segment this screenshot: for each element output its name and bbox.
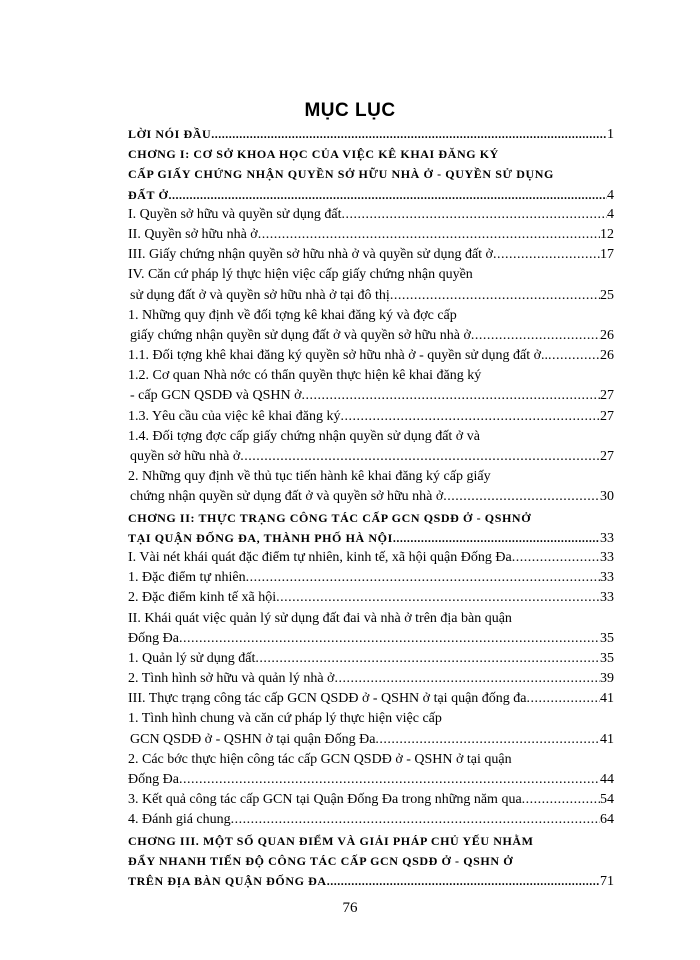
toc-entry-text: chứng nhận quyền sử dụng đất ở và quyền sở hữu nhà ở — [130, 489, 444, 505]
dot-leader — [179, 770, 600, 790]
toc-entry-text: 1.3. Yêu cầu của việc kê khai đăng ký — [128, 408, 341, 424]
dot-leader — [342, 205, 608, 225]
dot-leader — [302, 386, 601, 406]
toc-entry-page: 1 — [607, 127, 614, 142]
toc-entry — [128, 386, 614, 406]
toc-entry-text: Đống Đa — [128, 630, 179, 646]
toc-entry-text: CHƠNG III. MỘT SỐ QUAN ĐIỂM VÀ GIẢI PHÁP CHỦ YẾU NHẰM — [128, 833, 534, 848]
toc-entry-page: 26 — [600, 348, 614, 364]
toc-entry-page: 27 — [600, 449, 614, 464]
toc-entry-text: 1. Tình hình chung và căn cứ pháp lý thực hiện việc cấp — [128, 711, 442, 727]
toc-entry — [128, 810, 614, 830]
dot-leader — [341, 407, 600, 427]
dot-leader — [375, 730, 600, 750]
toc-entry — [128, 871, 614, 891]
toc-entry — [128, 770, 614, 790]
dot-leader — [512, 548, 600, 568]
toc-entry-text: - cấp GCN QSDĐ và QSHN ở — [130, 388, 302, 404]
dot-leader — [231, 810, 600, 830]
toc-entry — [128, 225, 614, 245]
toc-entry-text: CHƠNG I: CƠ SỞ KHOA HỌC CỦA VIỆC KÊ KHAI ĐĂNG KÝ — [128, 147, 499, 162]
toc-entry-text: 1.4. Đối tợng đợc cấp giấy chứng nhận quyền sử dụng đất ở và — [128, 428, 480, 444]
toc-entry — [128, 851, 614, 871]
dot-leader — [211, 124, 607, 144]
toc-entry — [128, 467, 614, 487]
toc-entry-page: 64 — [600, 812, 614, 828]
toc-entry-page: 17 — [600, 247, 614, 263]
toc-entry-text: 1.1. Đối tợng khê khai đăng ký quyền sở hữu nhà ở - quyền sử dụng đất ở.. — [128, 348, 549, 364]
toc-entry-text: II. Quyền sở hữu nhà ở — [128, 226, 258, 242]
toc-entry-text: 2. Đặc điểm kinh tế xã hội — [128, 590, 277, 606]
toc-entry-page: 41 — [600, 731, 614, 747]
toc-entry-text: III. Thực trạng công tác cấp GCN QSDĐ ở - QSHN ở tại quận đống đa — [128, 691, 527, 707]
dot-leader — [390, 286, 600, 306]
toc-entry-text: 2. Tình hình sở hữu và quản lý nhà ở — [128, 671, 335, 687]
toc-entry — [128, 629, 614, 649]
toc-entry-text: 1. Những quy định về đối tợng kê khai đăng ký và đợc cấp — [128, 307, 457, 323]
toc-entry-page: 27 — [600, 388, 614, 404]
toc-entry-text: I. Vài nét khái quát đặc điểm tự nhiên, kinh tế, xã hội quận Đống Đa — [128, 549, 512, 565]
dot-leader — [548, 346, 600, 366]
toc-entry-text: TẠI QUẬN ĐỐNG ĐA, THÀNH PHỐ HÀ NỘI — [128, 530, 393, 545]
toc-entry-page: 44 — [600, 772, 614, 787]
toc-entry — [128, 548, 614, 568]
dot-leader — [393, 528, 600, 548]
toc-entry — [128, 265, 614, 285]
toc-entry-text: CHƠNG II: THỰC TRẠNG CÔNG TÁC CẤP GCN QSDĐ Ở - QSHNỞ — [128, 510, 532, 525]
toc-entry — [128, 528, 614, 548]
toc-entry-page: 12 — [600, 226, 614, 242]
toc-entry-text: GCN QSDĐ ở - QSHN ở tại quận Đống Đa — [130, 731, 376, 747]
toc-entry-page: 30 — [600, 489, 614, 505]
dot-leader — [493, 245, 600, 265]
toc-entry-page: 33 — [600, 570, 614, 586]
toc-entry — [128, 346, 614, 366]
toc-entry-text: 1. Đặc điểm tự nhiên — [128, 570, 246, 586]
toc-entry-text: giấy chứng nhận quyền sử dụng đất ở và quyền sở hữu nhà ở — [130, 327, 471, 343]
toc-entry — [128, 124, 614, 144]
toc-entry — [128, 790, 614, 810]
toc-entry-text: IV. Căn cứ pháp lý thực hiện việc cấp giấy chứng nhận quyền — [128, 267, 473, 283]
toc-entry-page: 35 — [600, 630, 614, 646]
toc-entry — [128, 508, 614, 528]
toc-entry-text: III. Giấy chứng nhận quyền sở hữu nhà ở và quyền sử dụng đất ở — [128, 247, 493, 263]
toc-entry — [128, 144, 614, 164]
toc-entry-page: 33 — [600, 530, 614, 546]
dot-leader — [179, 629, 600, 649]
toc-entry-page: 35 — [600, 650, 614, 666]
toc-entry-page: 4 — [607, 206, 614, 222]
toc-entry-text: II. Khái quát việc quản lý sử dụng đất đai và nhà ở trên địa bàn quận — [128, 610, 512, 626]
toc-entry-page: 27 — [600, 408, 614, 424]
dot-leader — [276, 588, 600, 608]
toc-entry — [128, 831, 614, 851]
dot-leader — [334, 669, 600, 689]
toc-entry-page: 71 — [600, 873, 614, 889]
toc-entry — [128, 447, 614, 467]
toc-entry — [128, 669, 614, 689]
toc-entry-text: quyền sở hữu nhà ở — [130, 449, 241, 464]
dot-leader — [522, 790, 600, 810]
toc-entry — [128, 427, 614, 447]
toc-entry — [128, 164, 614, 184]
toc-entry-text: I. Quyền sở hữu và quyền sử dụng đất — [128, 206, 342, 222]
toc-entry — [128, 185, 614, 205]
toc-entry-text: ĐẨY NHANH TIẾN ĐỘ CÔNG TÁC CẤP GCN QSDĐ Ở - QSHN Ở — [128, 853, 514, 868]
toc-entry-text: CẤP GIẤY CHỨNG NHẬN QUYỀN SỞ HỮU NHÀ Ở - QUYỀN SỬ DỤNG — [128, 167, 554, 182]
toc-entry — [128, 588, 614, 608]
toc-title: MỤC LỤC — [304, 100, 396, 121]
toc-entry — [128, 366, 614, 386]
dot-leader — [327, 871, 600, 891]
toc-entry-text: TRÊN ĐỊA BÀN QUẬN ĐỐNG ĐA — [128, 873, 327, 888]
dot-leader — [527, 689, 601, 709]
toc-entry-text: 3. Kết quả công tác cấp GCN tại Quận Đống Đa trong những năm qua — [128, 792, 522, 808]
toc-entry-text: 2. Các bớc thực hiện công tác cấp GCN QSDĐ ở - QSHN ở tại quận — [128, 751, 512, 767]
toc-entry-text: ĐẤT Ở — [128, 187, 169, 202]
toc-entry-page: 33 — [600, 549, 614, 565]
toc-entry-text: 2. Những quy định về thủ tục tiến hành kê khai đăng ký cấp giấy — [128, 469, 491, 485]
toc-entry — [128, 286, 614, 306]
toc-entry — [128, 689, 614, 709]
toc-entry — [128, 568, 614, 588]
dot-leader — [255, 649, 600, 669]
toc-entry — [128, 326, 614, 346]
toc-entry-text: sử dụng đất ở và quyền sở hữu nhà ở tại đô thị — [130, 287, 390, 303]
toc-entry — [128, 205, 614, 225]
toc-entry-text: 1. Quản lý sử dụng đất — [128, 650, 256, 666]
dot-leader — [240, 447, 600, 467]
page-number: 76 — [342, 900, 358, 916]
table-of-contents — [128, 124, 614, 891]
toc-entry — [128, 649, 614, 669]
toc-entry-page: 54 — [600, 792, 614, 808]
toc-entry — [128, 487, 614, 507]
toc-entry — [128, 750, 614, 770]
toc-entry — [128, 609, 614, 629]
toc-entry-text: 1.2. Cơ quan Nhà nớc có thẩn quyền thực hiện kê khai đăng ký — [128, 368, 482, 384]
dot-leader — [246, 568, 600, 588]
toc-entry-page: 39 — [600, 671, 614, 687]
toc-entry — [128, 709, 614, 729]
dot-leader — [471, 326, 600, 346]
toc-entry-page: 26 — [600, 327, 614, 343]
toc-entry — [128, 730, 614, 750]
toc-entry-text: 4. Đánh giá chung — [128, 812, 231, 828]
toc-entry-page: 33 — [600, 590, 614, 606]
toc-entry-page: 41 — [600, 691, 614, 707]
toc-entry — [128, 306, 614, 326]
toc-entry-text: LỜI NÓI ĐẦU — [128, 127, 212, 141]
toc-entry — [128, 407, 614, 427]
dot-leader — [258, 225, 600, 245]
dot-leader — [443, 487, 600, 507]
toc-entry-text: Đống Đa — [128, 772, 179, 787]
toc-entry — [128, 245, 614, 265]
dot-leader — [168, 185, 607, 205]
toc-entry-page: 4 — [607, 187, 614, 203]
toc-entry-page: 25 — [600, 287, 614, 303]
